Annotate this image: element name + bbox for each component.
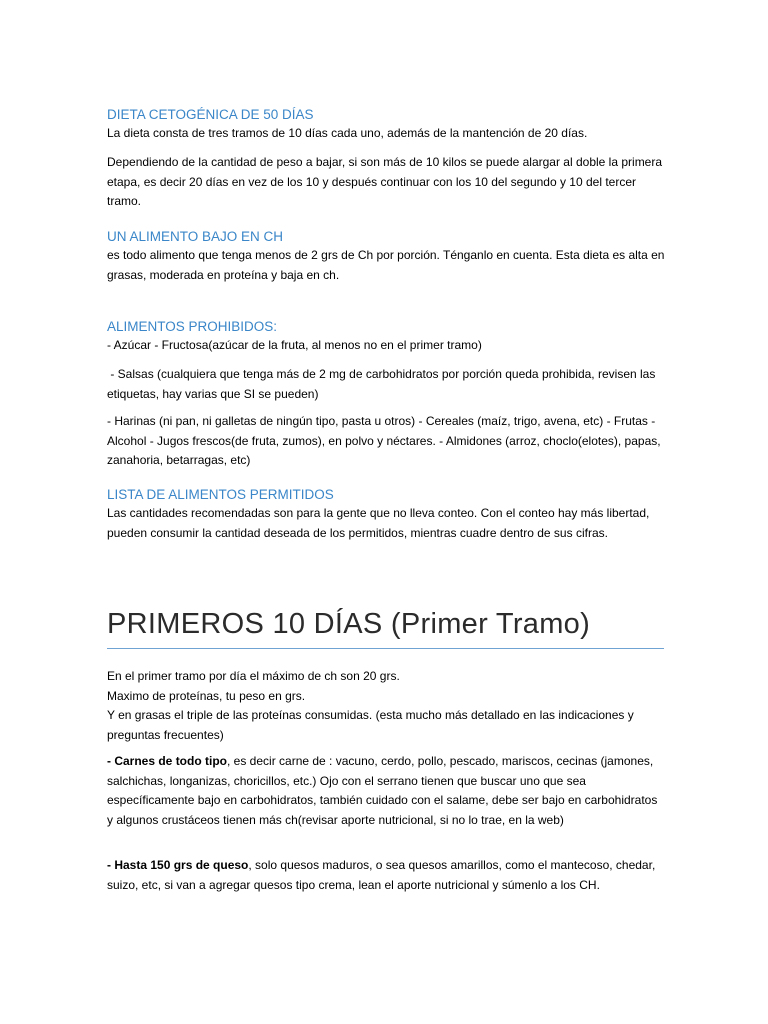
- paragraph-cantidades: Las cantidades recomendadas son para la gente que no lleva conteo. Con el conteo hay más libertad, pueden consumir la cantidad deseada de los permitidos, mientras cuadre dentro de sus cifras.: [107, 506, 650, 540]
- item-queso: [107, 856, 665, 895]
- section-primer-tramo: [107, 667, 665, 745]
- title-underline: [107, 648, 664, 649]
- item-carnes-text: , es decir carne de : vacuno, cerdo, pollo, pescado, mariscos, cecinas (jamones, salchichas, longanizas, choricillos, etc.) Ojo con el serrano tienen que buscar uno que sea específicamente bajo en carbohidratos, también cuidado con el salame, debe ser bajo en carbohidratos y algunos crustáceos tienen más ch(revisar aporte nutricional, si no lo trae, en la web): [107, 754, 658, 827]
- heading-alimento-bajo-ch: UN ALIMENTO BAJO EN CH: [107, 229, 284, 244]
- line-max-ch: En el primer tramo por día el máximo de ch son 20 grs.: [107, 669, 400, 683]
- item-carnes-bold: - Carnes de todo tipo: [107, 754, 227, 768]
- line-max-proteinas: Maximo de proteínas, tu peso en grs.: [107, 688, 306, 703]
- heading-dieta-cetogenica: DIETA CETOGÉNICA DE 50 DÍAS: [107, 107, 314, 122]
- heading-lista-permitidos: LISTA DE ALIMENTOS PERMITIDOS: [107, 487, 334, 502]
- section-alimento-bajo: [107, 229, 665, 285]
- item-queso-text: , solo quesos maduros, o sea quesos amarillos, como el mantecoso, chedar, suizo, etc, si van a agregar quesos tipo crema, lean el aporte nutricional y súmenlo a los CH.: [107, 858, 656, 892]
- item-salsas: - Salsas (cualquiera que tenga más de 2 mg de carbohidratos por porción queda prohibida, revisen las etiquetas, hay varias que SI se pueden): [107, 367, 659, 401]
- line-grasas: Y en grasas el triple de las proteínas consumidas. (esta mucho más detallado en las indicaciones y preguntas frecuentes): [107, 708, 634, 742]
- item-carnes: [107, 752, 665, 830]
- paragraph-peso: Dependiendo de la cantidad de peso a bajar, si son más de 10 kilos se puede alargar al doble la primera etapa, es decir 20 días en vez de los 10 y después continuar con los 10 del segundo y 10 del tercer tramo.: [107, 155, 663, 208]
- title-primeros-10-dias: PRIMEROS 10 DÍAS (Primer Tramo): [107, 608, 591, 640]
- paragraph-definicion-ch: es todo alimento que tenga menos de 2 grs de Ch por porción. Ténganlo en cuenta. Esta dieta es alta en grasas, moderada en proteína y baja en ch.: [107, 248, 665, 282]
- paragraph-tramos: La dieta consta de tres tramos de 10 días cada uno, además de la mantención de 20 días.: [107, 126, 588, 140]
- section-dieta: [107, 107, 665, 144]
- heading-alimentos-prohibidos: ALIMENTOS PROHIBIDOS:: [107, 319, 278, 334]
- item-harinas: - Harinas (ni pan, ni galletas de ningún tipo, pasta u otros) - Cereales (maíz, trigo, avena, etc) - Frutas - Alcohol - Jugos frescos(de fruta, zumos), en polvo y néctares. - Almidones (arroz, choclo(elotes), papas, zanahoria, betarragas, etc): [107, 414, 661, 467]
- section-prohibidos: [107, 319, 665, 356]
- item-azucar: - Azúcar - Fructosa(azúcar de la fruta, al menos no en el primer tramo): [107, 338, 482, 352]
- section-permitidos: [107, 487, 665, 543]
- item-queso-bold: - Hasta 150 grs de queso: [107, 858, 249, 872]
